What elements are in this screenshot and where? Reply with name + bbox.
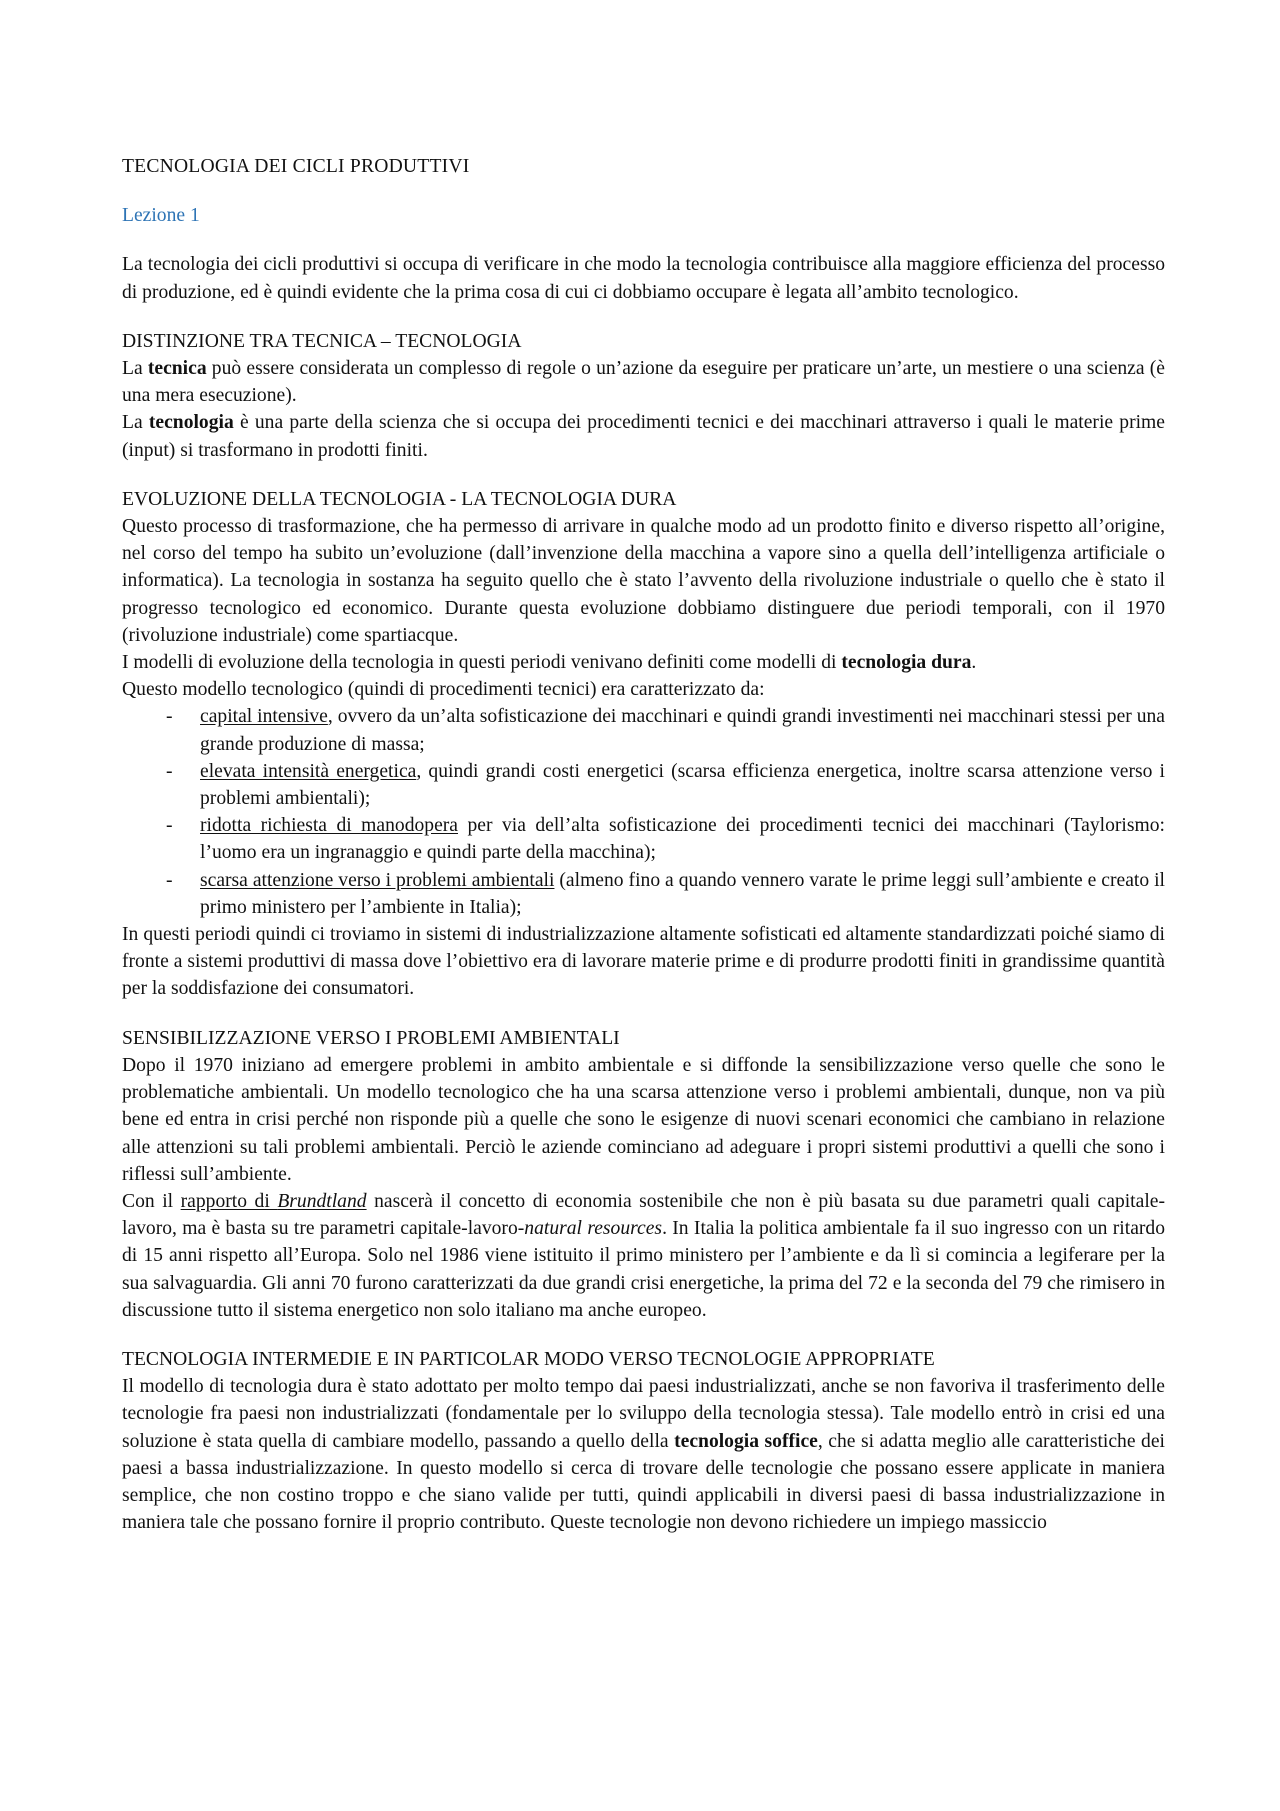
- section-tecnologia-dura: [122, 486, 1165, 1003]
- text-span: Il modello di tecnologia dura è stato adottato per molto tempo dai paesi industrializzati, anche se non favoriva il trasferimento delle tecnologie fra paesi non industrializzati (fondamentale per lo sviluppo della tecnologia stessa). Tale modello entrò in crisi ed una soluzione è stata quella di cambiare modello, passando a quello della: [122, 1376, 1165, 1452]
- underlined-term: scarsa attenzione verso i problemi ambientali: [200, 869, 555, 891]
- text-span: , ovvero da un’alta sofisticazione dei macchinari e quindi grandi investimenti nei macchinari stessi per una grande produzione di massa;: [200, 706, 1166, 755]
- section-tecnologie-appropriate: [122, 1346, 1165, 1536]
- lesson-heading: Lezione 1: [122, 205, 200, 227]
- text-span: (almeno fino a quando vennero varate le prime leggi sull’ambiente e creato il primo ministero per l’ambiente in Italia);: [200, 869, 1165, 918]
- bold-term: tecnologia soffice: [674, 1430, 818, 1452]
- text-span: , quindi grandi costi energetici (scarsa efficienza energetica, inoltre scarsa attenzione verso i problemi ambientali);: [200, 760, 1166, 810]
- text-span: La: [122, 358, 148, 380]
- text-span: può essere considerata un complesso di regole o un’azione da eseguire per praticare un’arte, un mestiere o una scienza (è una mera esecuzione).: [122, 358, 1165, 407]
- text-span: Con il: [122, 1190, 181, 1212]
- text-span: La: [122, 412, 149, 434]
- paragraph-tecnologia: [122, 409, 1165, 463]
- bold-term: tecnica: [147, 358, 207, 380]
- paragraph: Dopo il 1970 iniziano ad emergere problemi in ambito ambientale e si diffonde la sensibilizzazione verso quelle che sono le problematiche ambientali. Un modello tecnologico che ha una scarsa attenzione verso i problemi ambientali, dunque, non va più bene ed entra in crisi perché non risponde più a quelle che sono le esigenze di nuovi scenari economici che cambiano in relazione alle attenzioni su tali problemi ambientali. Perciò le aziende cominciano ad adeguare i propri sistemi produttivi a quelli che sono i riflessi sull’ambiente.: [122, 1054, 1165, 1185]
- section-heading: SENSIBILIZZAZIONE VERSO I PROBLEMI AMBIENTALI: [122, 1027, 620, 1049]
- paragraph: [122, 1188, 1165, 1324]
- paragraph: [122, 1373, 1165, 1536]
- paragraph: Questo processo di trasformazione, che ha permesso di arrivare in qualche modo ad un prodotto finito e diverso rispetto all’origine, nel corso del tempo ha subito un’evoluzione (dall’invenzione della macchina a vapore sino a quella dell’intelligenza artificiale o informatica). La tecnologia in sostanza ha seguito quello che è stato l’avvento della rivoluzione industriale o quello che è stato il progresso tecnologico ed economico. Durante questa evoluzione dobbiamo distinguere due periodi temporali, con il 1970 (rivoluzione industriale) come spartiacque.: [122, 516, 1165, 646]
- section-heading: DISTINZIONE TRA TECNICA – TECNOLOGIA: [122, 330, 522, 352]
- intro-paragraph: La tecnologia dei cicli produttivi si occupa di verificare in che modo la tecnologia contribuisce alla maggiore efficienza del processo di produzione, ed è quindi evidente che la prima cosa di cui ci dobbiamo occupare è legata all’ambito tecnologico.: [122, 254, 1165, 303]
- paragraph-tecnica: [122, 355, 1165, 409]
- brundtland-link: [181, 1191, 367, 1212]
- paragraph: Questo modello tecnologico (quindi di procedimenti tecnici) era caratterizzato da:: [122, 679, 765, 701]
- text-span: nascerà il concetto di economia sostenibile che non è più basata su due parametri quali capitale-lavoro, ma è basta su tre parametri capitale-lavoro-: [122, 1190, 1165, 1240]
- text-span: rapporto di: [180, 1190, 278, 1212]
- text-span: è una parte della scienza che si occupa dei procedimenti tecnici e dei macchinari attraverso i quali le materie prime (input) si trasformano in prodotti finiti.: [122, 412, 1165, 461]
- paragraph: In questi periodi quindi ci troviamo in sistemi di industrializzazione altamente sofisticati ed altamente standardizzati poiché siamo di fronte a sistemi produttivi di massa dove l’obiettivo era di lavorare materie prime e di produrre prodotti finiti in grandissime quantità per la soddisfazione dei consumatori.: [122, 924, 1165, 1000]
- text-span: per via dell’alta sofisticazione dei procedimenti tecnici dei macchinari (Taylorismo: l’uomo era un ingranaggio e quindi parte della macchina);: [200, 815, 1165, 864]
- section-heading: EVOLUZIONE DELLA TECNOLOGIA - LA TECNOLOGIA DURA: [122, 488, 677, 510]
- bold-term: tecnologia dura: [841, 652, 972, 674]
- text-span: , che si adatta meglio alle caratteristiche dei paesi a bassa industrializzazione. In questo modello si cerca di trovare delle tecnologie che possano essere applicate in maniera semplice, che non costino troppo e che siano valide per tutti, quindi applicabili in diversi paesi di bassa industrializzazione in maniera tale che possano fornire il proprio contributo. Queste tecnologie non devono richiedere un impiego massiccio: [122, 1430, 1165, 1534]
- text-span: . In Italia la politica ambientale fa il suo ingresso con un ritardo di 15 anni rispetto all’Europa. Solo nel 1986 viene istituito il primo ministero per l’ambiente e da lì si comincia a legiferare per la sua salvaguardia. Gli anni 70 furono caratterizzati da due grandi crisi energetiche, la prima del 72 e la seconda del 79 che rimisero in discussione tutto il sistema energetico non solo italiano ma anche europeo.: [122, 1218, 1166, 1321]
- underlined-term: ridotta richiesta di manodopera: [200, 815, 458, 837]
- document-title: TECNOLOGIA DEI CICLI PRODUTTIVI: [122, 156, 470, 177]
- list-item: [122, 867, 1165, 921]
- underlined-term: capital intensive: [200, 706, 328, 728]
- italic-term: Brundtland: [277, 1190, 367, 1212]
- section-tecnica-tecnologia: [122, 328, 1165, 464]
- list-item: [122, 703, 1165, 757]
- text-span: .: [971, 652, 977, 674]
- list-item: [122, 812, 1165, 866]
- section-problemi-ambientali: [122, 1025, 1165, 1324]
- italic-term: natural resources: [524, 1218, 663, 1240]
- characteristics-list: [122, 703, 1165, 921]
- section-heading: TECNOLOGIA INTERMEDIE E IN PARTICOLAR MODO VERSO TECNOLOGIE APPROPRIATE: [122, 1348, 935, 1370]
- text-span: I modelli di evoluzione della tecnologia in questi periodi venivano definiti come modelli di: [122, 652, 842, 674]
- bold-term: tecnologia: [148, 412, 234, 434]
- list-item: [122, 758, 1165, 812]
- paragraph: [122, 649, 1165, 676]
- underlined-term: elevata intensità energetica: [200, 760, 417, 782]
